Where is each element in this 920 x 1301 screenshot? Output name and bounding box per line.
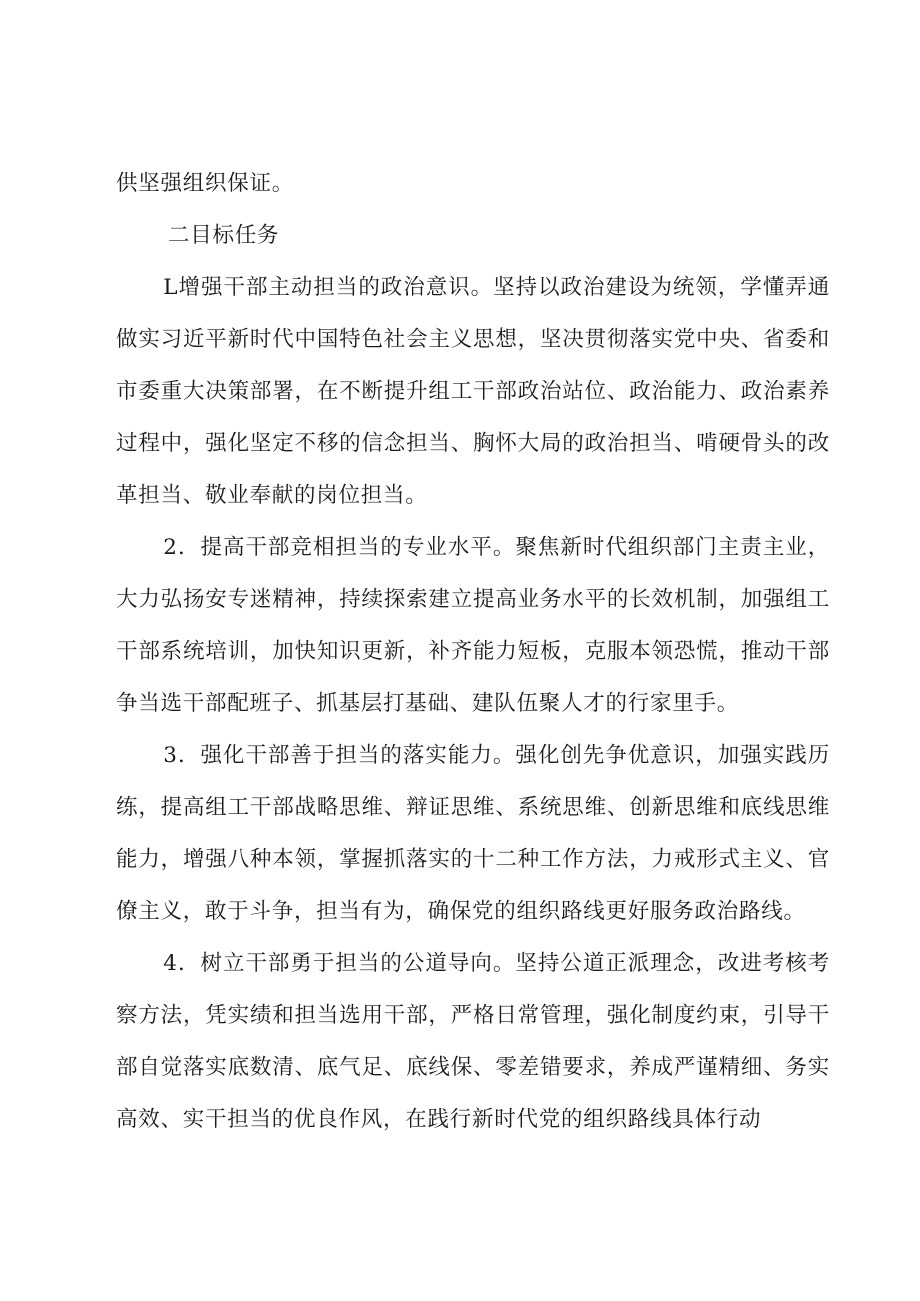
paragraph-item-2: 2．提高干部竞相担当的专业水平。聚焦新时代组织部门主责主业，大力弘扬安专迷精神，持续探索建立提高业务水平的长效机制，加强组工干部系统培训，加快知识更新，补齐能力短板，克服本领恐慌，推动干部争当选干部配班子、抓基层打基础、建队伍聚人才的行家里手。	[116, 535, 830, 716]
paragraph-item-1: L增强干部主动担当的政治意识。坚持以政治建设为统领，学懂弄通做实习近平新时代中国特色社会主义思想，坚决贯彻落实党中央、省委和市委重大决策部署，在不断提升组工干部政治站位、政治能力、政治素养过程中，强化坚定不移的信念担当、胸怀大局的政治担当、啃硬骨头的改革担当、敬业奉献的岗位担当。	[116, 275, 830, 508]
paragraph-item-3: 3．强化干部善于担当的落实能力。强化创先争优意识，加强实践历练，提高组工干部战略思维、辩证思维、系统思维、创新思维和底线思维能力，增强八种本领，掌握抓落实的十二种工作方法，力戒形式主义、官僚主义，敢于斗争，担当有为，确保党的组织路线更好服务政治路线。	[116, 743, 830, 924]
document-body	[116, 158, 830, 1146]
section-heading: 二目标任务	[168, 223, 280, 248]
paragraph-continuation: 供坚强组织保证。	[116, 171, 295, 196]
paragraph-item-4: 4．树立干部勇于担当的公道导向。坚持公道正派理念，改进考核考察方法，凭实绩和担当选用干部，严格日常管理，强化制度约束，引导干部自觉落实底数清、底气足、底线保、零差错要求，养成严谨精细、务实高效、实干担当的优良作风，在践行新时代党的组织路线具体行动	[116, 951, 830, 1132]
